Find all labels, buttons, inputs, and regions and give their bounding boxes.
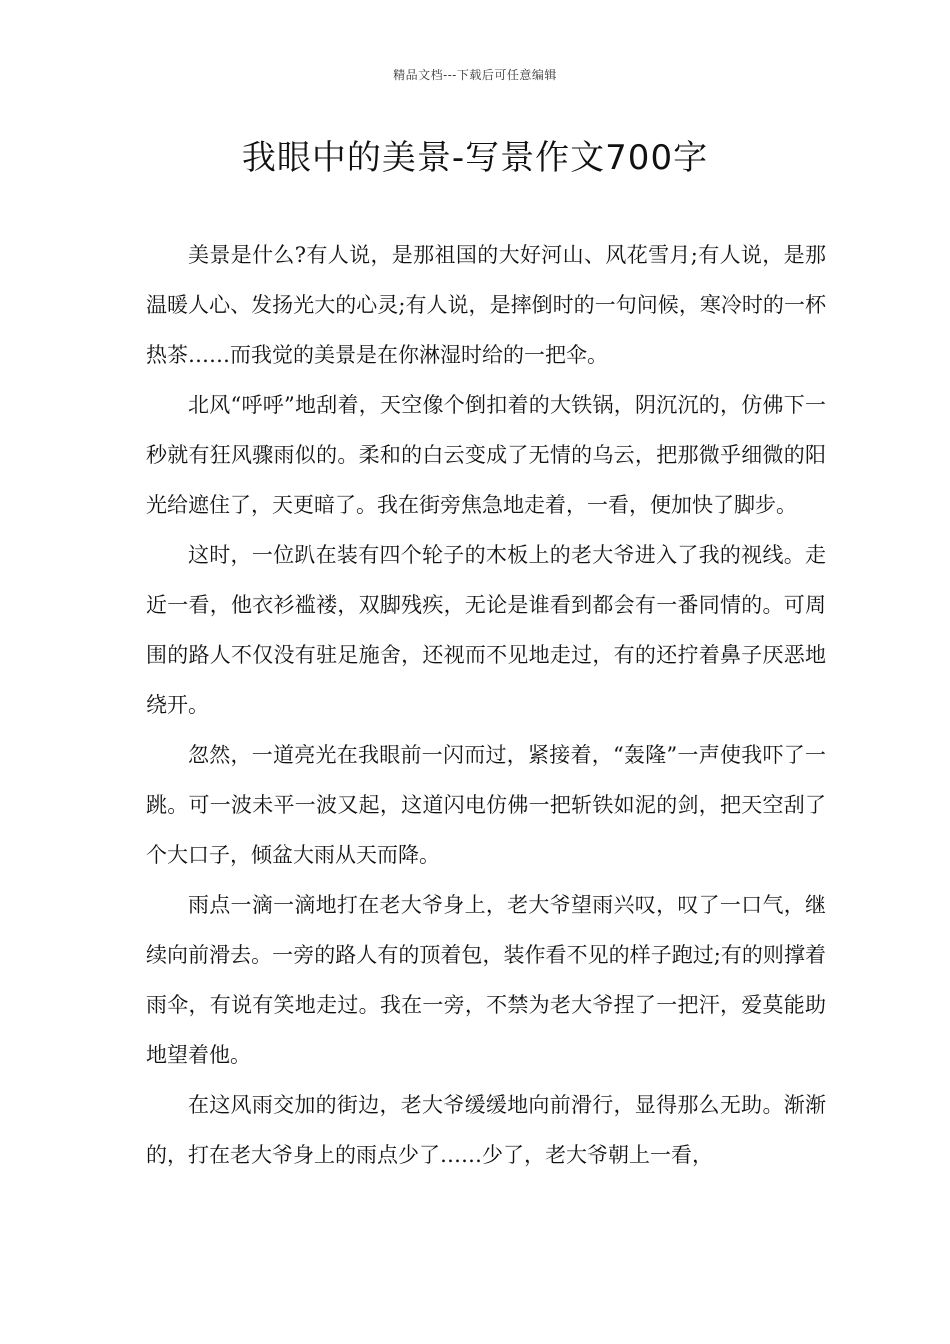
paragraph-4: 忽然，一道亮光在我眼前一闪而过，紧接着，“轰隆”一声使我吓了一跳。可一波未平一波又起，这道闪电仿佛一把斩铁如泥的剑，把天空刮了个大口子，倾盆大雨从天而降。 [146,743,826,867]
paragraph-5: 雨点一滴一滴地打在老大爷身上，老大爷望雨兴叹，叹了一口气，继续向前滑去。一旁的路人有的顶着包，装作看不见的样子跑过;有的则撑着雨伞，有说有笑地走过。我在一旁，不禁为老大爷捏了一把汗，爱莫能助地望着他。 [146,893,826,1067]
header-note: 精品文档---下载后可任意编辑 [393,68,557,82]
paragraph-3: 这时，一位趴在装有四个轮子的木板上的老大爷进入了我的视线。走近一看，他衣衫褴褛，双脚残疾，无论是谁看到都会有一番同情的。可周围的路人不仅没有驻足施舍，还视而不见地走过，有的还拧着鼻子厌恶地绕开。 [146,543,826,717]
paragraph-6: 在这风雨交加的街边，老大爷缓缓地向前滑行，显得那么无助。渐渐的，打在老大爷身上的雨点少了……少了，老大爷朝上一看， [146,1093,826,1167]
paragraph-2: 北风“呼呼”地刮着，天空像个倒扣着的大铁锅，阴沉沉的，仿佛下一秒就有狂风骤雨似的。柔和的白云变成了无情的乌云，把那微乎细微的阳光给遮住了，天更暗了。我在街旁焦急地走着，一看，便加快了脚步。 [146,393,826,517]
paragraph-1: 美景是什么?有人说，是那祖国的大好河山、风花雪月;有人说，是那温暖人心、发扬光大的心灵;有人说，是摔倒时的一句问候，寒冷时的一杯热茶……而我觉的美景是在你淋湿时给的一把伞。 [146,243,826,367]
article-body [146,230,826,1180]
page-title: 我眼中的美景-写景作文700字 [241,138,709,178]
